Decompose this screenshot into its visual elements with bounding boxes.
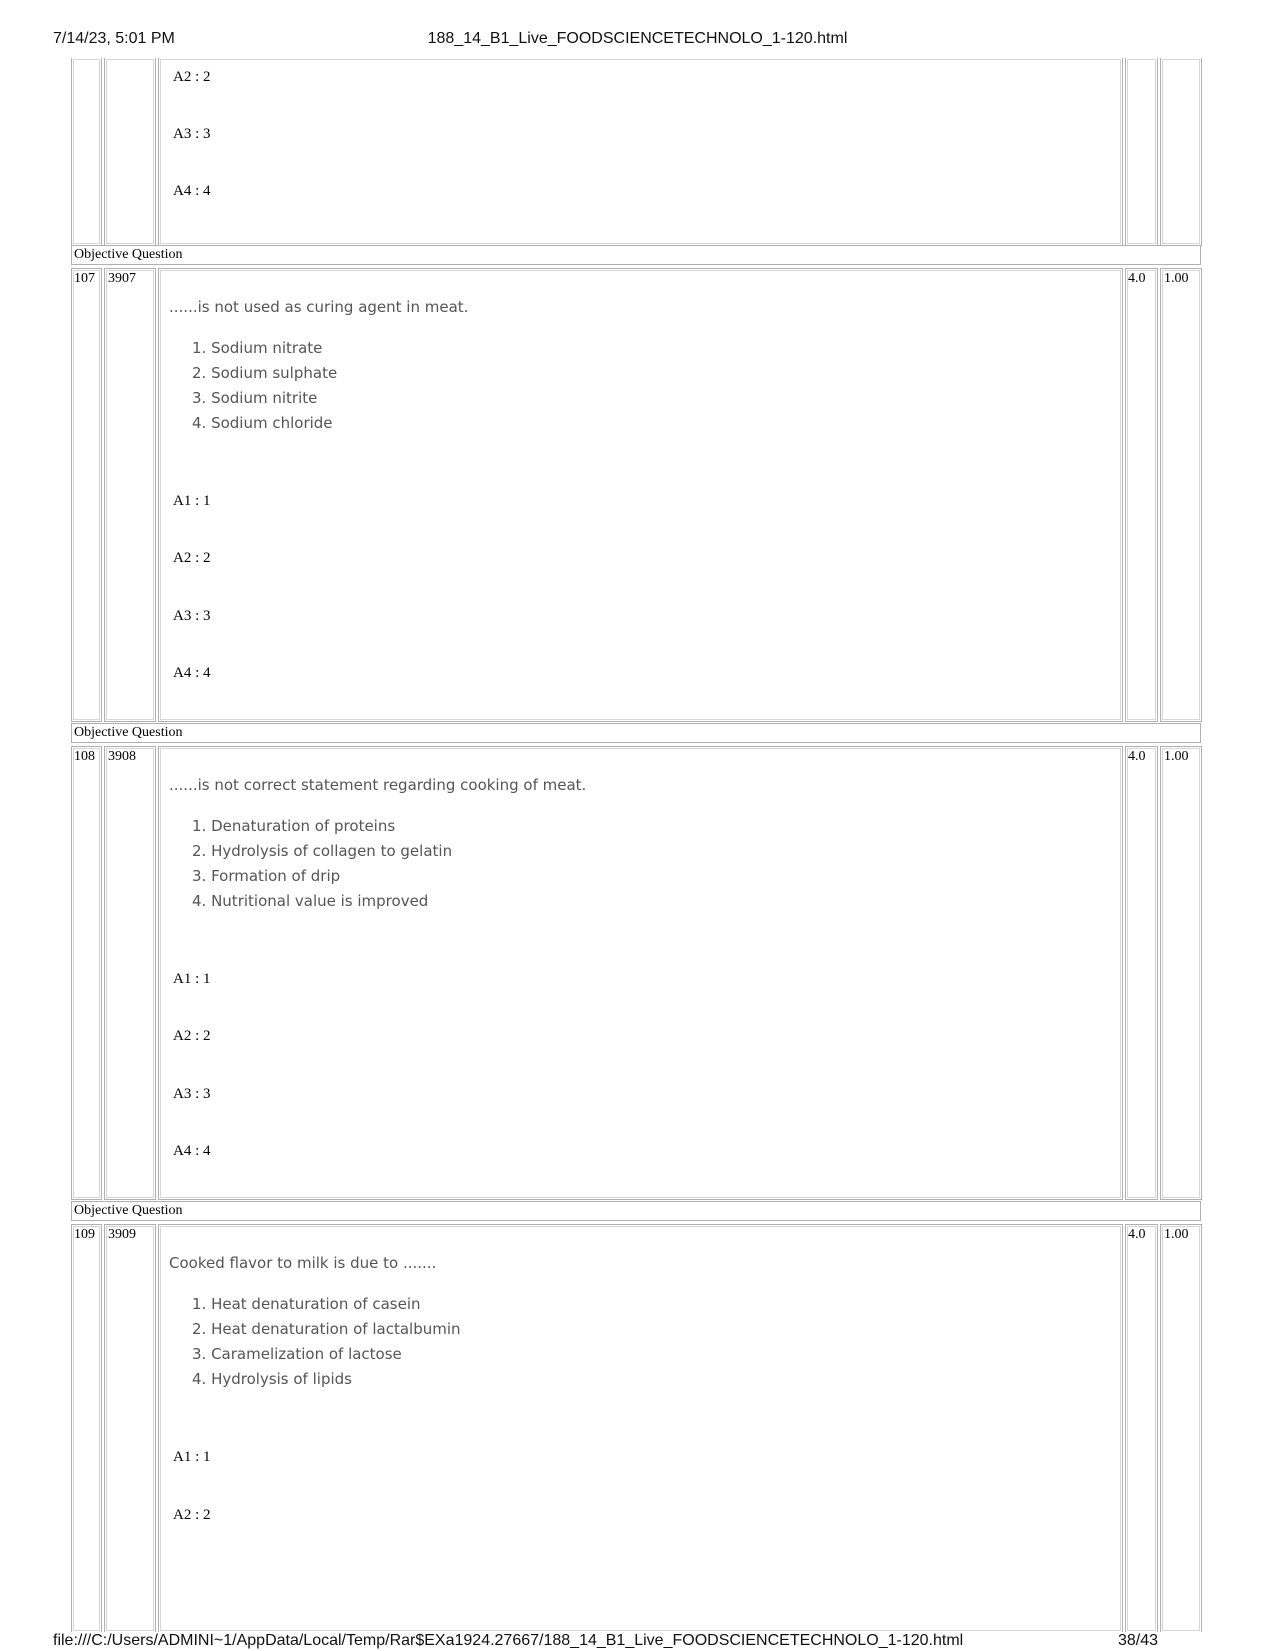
question-id-cell — [104, 746, 156, 1200]
option-item: 4. Nutritional value is improved — [192, 892, 429, 910]
answer-choice: A1 : 1 — [173, 1449, 211, 1465]
question-num-cell — [71, 1224, 102, 1632]
print-datetime: 7/14/23, 5:01 PM — [53, 30, 175, 47]
section-label: Objective Question — [74, 247, 183, 262]
print-title: 188_14_B1_Live_FOODSCIENCETECHNOLO_1-120.html — [427, 30, 848, 47]
section-label: Objective Question — [74, 725, 183, 740]
marks-cell — [1125, 268, 1158, 722]
page-number: 38/43 — [1117, 1632, 1158, 1649]
answer-choice: A3 : 3 — [173, 1086, 211, 1102]
continued-id-cell — [104, 58, 156, 246]
negative-marks-value: 1.00 — [1164, 1227, 1189, 1242]
question-number: 109 — [74, 1227, 95, 1242]
answer-choice: A2 : 2 — [173, 69, 211, 85]
answer-choice: A2 : 2 — [173, 1028, 211, 1044]
answer-choice: A2 : 2 — [173, 1507, 211, 1523]
option-item: 3. Sodium nitrite — [192, 389, 318, 407]
option-list — [192, 1292, 461, 1392]
marks-value: 4.0 — [1128, 749, 1146, 764]
option-item: 4. Hydrolysis of lipids — [192, 1370, 352, 1388]
question-id-cell — [104, 268, 156, 722]
section-banner — [71, 1201, 1201, 1221]
marks-value: 4.0 — [1128, 271, 1146, 286]
option-list — [192, 814, 452, 914]
continued-num-cell — [71, 58, 102, 246]
question-number: 107 — [74, 271, 95, 286]
option-list — [192, 336, 337, 436]
question-id: 3908 — [108, 749, 136, 764]
marks-cell — [1125, 1224, 1158, 1632]
question-id: 3909 — [108, 1227, 136, 1242]
option-item: 2. Hydrolysis of collagen to gelatin — [192, 842, 453, 860]
option-item: 3. Formation of drip — [192, 867, 341, 885]
question-num-cell — [71, 746, 102, 1200]
option-item: 1. Sodium nitrate — [192, 339, 323, 357]
section-banner — [71, 723, 1201, 743]
option-item: 1. Heat denaturation of casein — [192, 1295, 421, 1313]
answer-choice: A3 : 3 — [173, 608, 211, 624]
question-stem: ......is not correct statement regarding cooking of meat. — [169, 776, 587, 794]
answer-choice: A1 : 1 — [173, 971, 211, 987]
negative-marks-cell — [1160, 746, 1202, 1200]
option-item: 2. Heat denaturation of lactalbumin — [192, 1320, 461, 1338]
negative-marks-value: 1.00 — [1164, 749, 1189, 764]
question-stem: ......is not used as curing agent in meat. — [169, 298, 469, 316]
marks-value: 4.0 — [1128, 1227, 1146, 1242]
section-label: Objective Question — [74, 1203, 183, 1218]
question-number: 108 — [74, 749, 95, 764]
negative-marks-cell — [1160, 1224, 1202, 1632]
question-num-cell — [71, 268, 102, 722]
section-banner — [71, 245, 1201, 265]
answer-choice: A4 : 4 — [173, 183, 211, 199]
continued-marks-cell — [1125, 58, 1158, 246]
question-id: 3907 — [108, 271, 136, 286]
answer-choice: A3 : 3 — [173, 126, 211, 142]
option-item: 2. Sodium sulphate — [192, 364, 338, 382]
answer-choice: A4 : 4 — [173, 1143, 211, 1159]
print-file-path: file:///C:/Users/ADMINI~1/AppData/Local/Temp/Rar$EXa1924.27667/188_14_B1_Live_FOODSCIENCETECHNOLO_1-120.html — [53, 1632, 964, 1649]
negative-marks-cell — [1160, 268, 1202, 722]
answer-choice: A1 : 1 — [173, 493, 211, 509]
answer-choice: A4 : 4 — [173, 665, 211, 681]
question-id-cell — [104, 1224, 156, 1632]
continued-neg-cell — [1160, 58, 1202, 246]
answer-choice: A2 : 2 — [173, 550, 211, 566]
option-item: 3. Caramelization of lactose — [192, 1345, 402, 1363]
option-item: 1. Denaturation of proteins — [192, 817, 396, 835]
option-item: 4. Sodium chloride — [192, 414, 333, 432]
continued-body-cell — [158, 58, 1123, 246]
question-stem: Cooked flavor to milk is due to ....... — [169, 1254, 437, 1272]
question-body-cell — [158, 1224, 1123, 1632]
marks-cell — [1125, 746, 1158, 1200]
negative-marks-value: 1.00 — [1164, 271, 1189, 286]
